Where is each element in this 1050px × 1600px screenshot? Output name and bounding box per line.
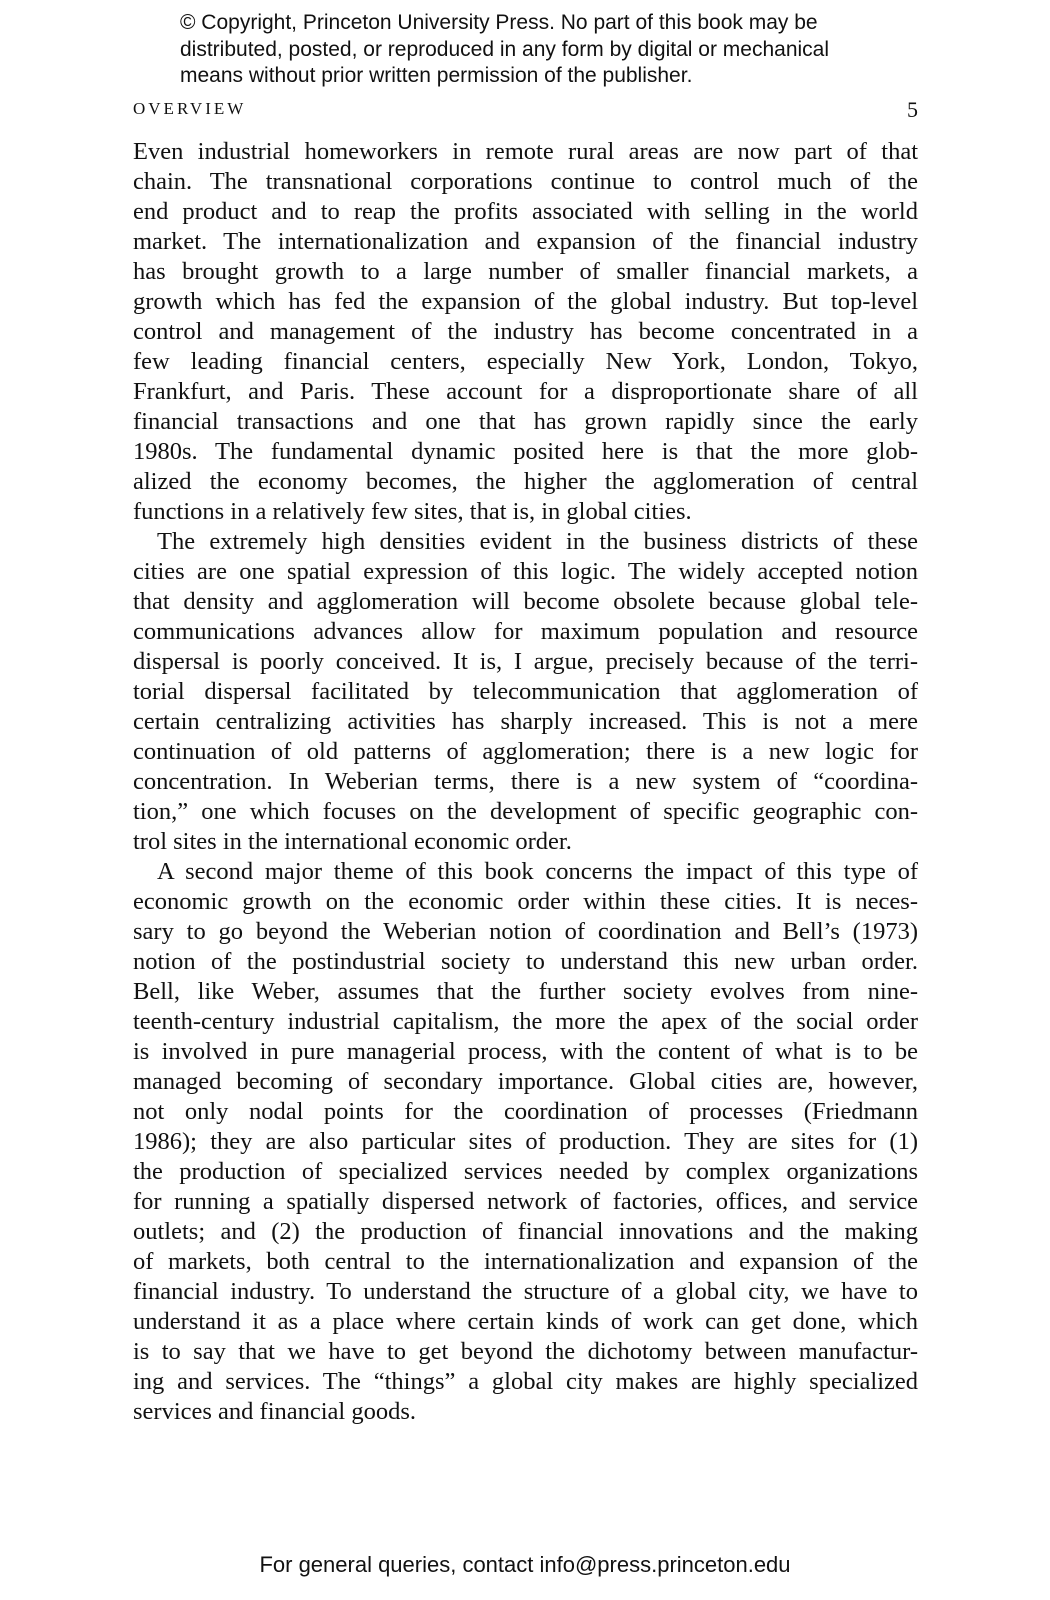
- text-line: control and management of the industry has become concentrated in a: [133, 318, 918, 345]
- text-line: financial industry. To understand the structure of a global city, we have to: [133, 1278, 918, 1305]
- text-line: growth which has fed the expansion of the global industry. But top-level: [133, 288, 918, 315]
- text-line: is to say that we have to get beyond the dichotomy between manufactur-: [133, 1338, 918, 1365]
- text-line: economic growth on the economic order within these cities. It is neces-: [133, 888, 918, 915]
- text-line: Frankfurt, and Paris. These account for a disproportionate share of all: [133, 378, 918, 405]
- running-head: [133, 97, 918, 125]
- text-line: ing and services. The “things” a global city makes are highly specialized: [133, 1368, 918, 1395]
- text-line: A second major theme of this book concerns the impact of this type of: [157, 858, 918, 885]
- text-line: sary to go beyond the Weberian notion of coordination and Bell’s (1973): [133, 918, 918, 945]
- text-line: that density and agglomeration will become obsolete because global tele-: [133, 588, 918, 615]
- text-line: concentration. In Weberian terms, there is a new system of “coordina-: [133, 768, 918, 795]
- paragraph: [133, 527, 918, 857]
- text-line: trol sites in the international economic order.: [133, 828, 572, 855]
- paragraph: [133, 137, 918, 527]
- text-line: is involved in pure managerial process, with the content of what is to be: [133, 1038, 918, 1065]
- text-line: of markets, both central to the internationalization and expansion of the: [133, 1248, 918, 1275]
- text-line: financial transactions and one that has grown rapidly since the early: [133, 408, 918, 435]
- text-line: understand it as a place where certain kinds of work can get done, which: [133, 1308, 918, 1335]
- page-number: 5: [907, 97, 918, 122]
- footer-contact: For general queries, contact info@press.princeton.edu: [259, 1552, 791, 1577]
- text-line: The extremely high densities evident in the business districts of these: [157, 528, 918, 555]
- running-head-title: OVERVIEW: [133, 99, 247, 118]
- text-line: dispersal is poorly conceived. It is, I argue, precisely because of the terri-: [133, 648, 918, 675]
- text-line: communications advances allow for maximum population and resource: [133, 618, 918, 645]
- text-line: notion of the postindustrial society to understand this new urban order.: [133, 948, 918, 975]
- text-line: teenth-century industrial capitalism, the more the apex of the social order: [133, 1008, 918, 1035]
- text-line: Bell, like Weber, assumes that the further society evolves from nine-: [133, 978, 918, 1005]
- copyright-line: means without prior written permission of the publisher.: [180, 64, 693, 87]
- text-line: chain. The transnational corporations continue to control much of the: [133, 168, 918, 195]
- text-line: outlets; and (2) the production of financial innovations and the making: [133, 1218, 918, 1245]
- text-line: cities are one spatial expression of this logic. The widely accepted notion: [133, 558, 918, 585]
- copyright-line: distributed, posted, or reproduced in any form by digital or mechanical: [180, 37, 830, 61]
- text-line: certain centralizing activities has sharply increased. This is not a mere: [133, 708, 918, 735]
- text-line: for running a spatially dispersed network of factories, offices, and service: [133, 1188, 918, 1215]
- paragraph: [133, 857, 918, 1427]
- text-line: has brought growth to a large number of smaller financial markets, a: [133, 258, 918, 285]
- text-line: tion,” one which focuses on the development of specific geographic con-: [133, 798, 918, 825]
- text-line: managed becoming of secondary importance. Global cities are, however,: [133, 1068, 918, 1095]
- copyright-line: © Copyright, Princeton University Press. No part of this book may be: [180, 11, 818, 34]
- text-line: Even industrial homeworkers in remote rural areas are now part of that: [133, 138, 918, 165]
- copyright-notice: [180, 10, 940, 90]
- text-line: alized the economy becomes, the higher the agglomeration of central: [133, 468, 918, 495]
- text-line: torial dispersal facilitated by telecommunication that agglomeration of: [133, 678, 918, 705]
- text-line: the production of specialized services needed by complex organizations: [133, 1158, 918, 1185]
- body-text: [133, 137, 918, 1427]
- text-line: few leading financial centers, especially New York, London, Tokyo,: [133, 348, 918, 375]
- text-line: continuation of old patterns of agglomeration; there is a new logic for: [133, 738, 918, 765]
- text-line: 1986); they are also particular sites of production. They are sites for (1): [133, 1128, 918, 1155]
- text-line: functions in a relatively few sites, that is, in global cities.: [133, 498, 692, 525]
- text-line: end product and to reap the profits associated with selling in the world: [133, 198, 918, 225]
- text-line: not only nodal points for the coordination of processes (Friedmann: [133, 1098, 918, 1125]
- text-line: 1980s. The fundamental dynamic posited here is that the more glob-: [133, 438, 918, 465]
- text-line: services and financial goods.: [133, 1398, 417, 1425]
- text-line: market. The internationalization and expansion of the financial industry: [133, 228, 918, 255]
